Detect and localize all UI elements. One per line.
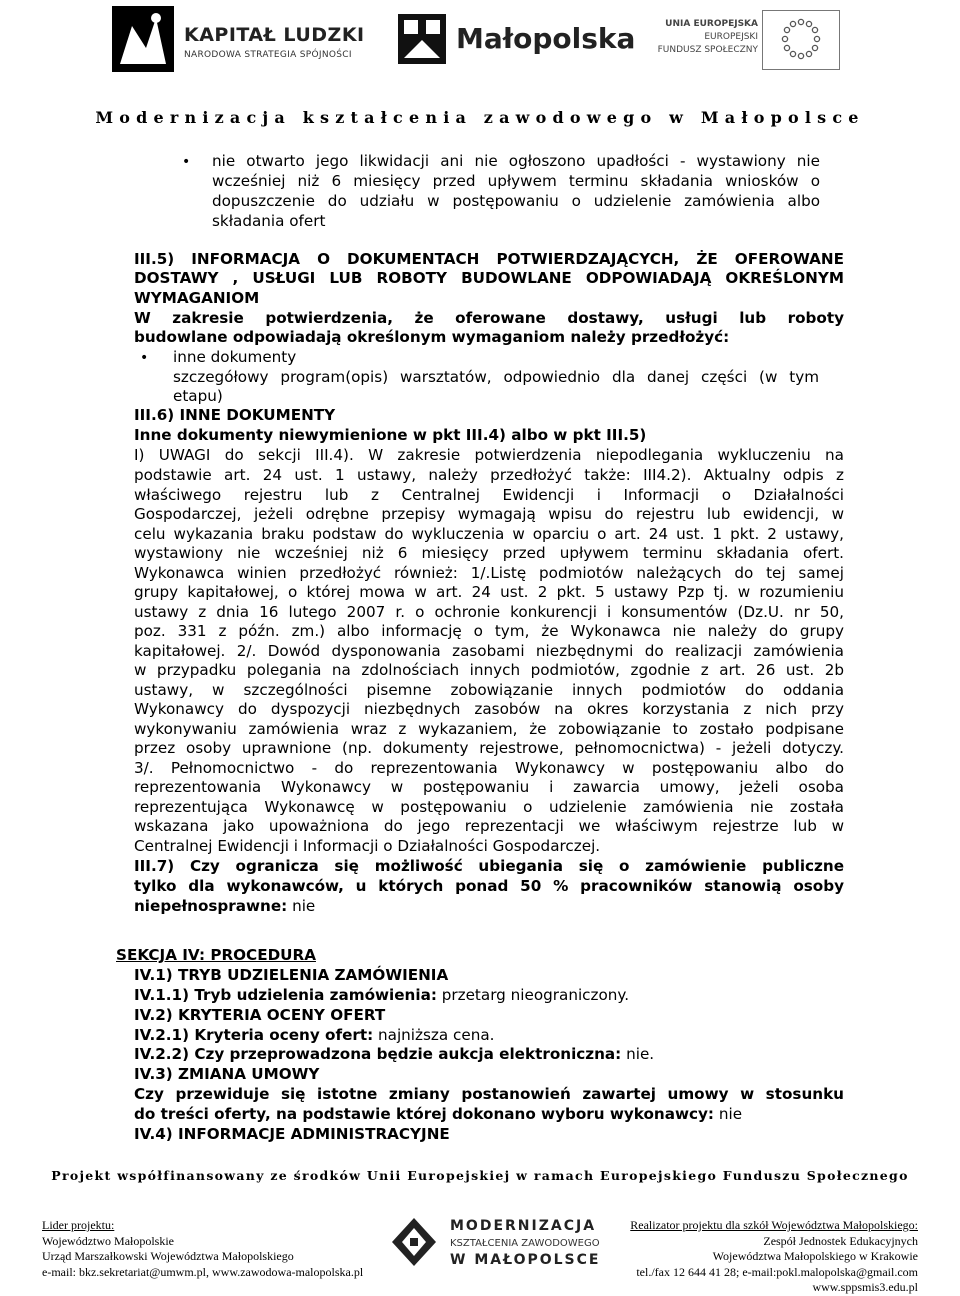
footer-left-line: Województwo Małopolskie [42,1233,175,1248]
bullet-icon: • [140,350,149,366]
kapital-ludzki-title: KAPITAŁ LUDZKI [184,24,365,46]
text-line: szczegółowy program(opis) warsztatów, odpowiednio dla danej części (w tym [173,368,819,386]
text-line: reprezentująca Wykonawcę w postępowaniu o udzielenie zamówienia nie została [134,798,844,816]
footer-left [42,1218,363,1280]
footer-left-label: Lider projektu: [42,1218,115,1232]
section-title: SEKCJA IV: PROCEDURA [116,946,316,964]
text-line: wskazana jako upoważniona do jego reprezentacji we właściwym rejestrze lub w [134,817,844,835]
footer-title: Projekt współfinansowany ze środków Unii Europejskiej w ramach Europejskiego Funduszu Społecznego [51,1168,909,1183]
modernizacja-line2: KSZTAŁCENIA ZAWODOWEGO [450,1238,600,1249]
bullet-icon: • [182,154,191,170]
text-line: Gospodarczej, jeżeli odrębne przepisy wymagają wpisu do rejestru lub ewidencji, w [134,505,844,523]
section-heading: IV.1) TRYB UDZIELENIA ZAMÓWIENIA [134,966,449,984]
text-line: budowlane odpowiadają określonym wymaganiom należy przedłożyć: [134,328,730,346]
modernizacja-logo [390,1212,601,1276]
malopolska-emblem-icon [398,14,446,64]
footer-right-line: Zespół Jednostek Edukacyjnych [763,1233,918,1248]
text-line: do treści oferty, na podstawie której dokonano wyboru wykonawcy: nie [134,1105,743,1123]
kapital-ludzki-subtitle: NARODOWA STRATEGIA SPÓJNOŚCI [184,50,352,60]
section-heading: IV.4) INFORMACJE ADMINISTRACYJNE [134,1125,450,1143]
footer-right [630,1218,918,1296]
modernizacja-line1: MODERNIZACJA [450,1218,597,1234]
text-line: wystawiony nie wcześniej niż 6 miesięcy przed upływem terminu składania ofert. [134,544,844,562]
eu-line2: EUROPEJSKI [704,32,758,42]
section-heading: niepełnosprawne: nie [134,897,316,915]
section-heading: III.5) INFORMACJA O DOKUMENTACH POTWIERDZAJĄCYCH, ŻE OFEROWANE [134,250,844,268]
text-line: IV.2.2) Czy przeprowadzona będzie aukcja elektroniczna: nie. [134,1045,655,1063]
text-line: nie otwarto jego likwidacji ani nie ogłoszono upadłości - wystawiony nie [212,152,820,170]
text-line: wykonywaniu zamówienia wraz z wykazaniem, że zobowiązanie to zostało podpisane [134,720,844,738]
text-line: reprezentowania Wykonawcy w postępowaniu i zawarcia umowy, jeżeli osoba [134,778,844,796]
text-line: Wykonawca winien przedłożyć również: 1/.Listę podmiotów należących do tej samej [134,564,844,582]
text-line: ustawy z dnia 16 lutego 2007 r. o ochronie konkurencji i konsumentów (Dz.U. nr 50, [134,603,844,621]
footer-right-label: Realizator projektu dla szkół Województwa Małopolskiego: [630,1218,918,1232]
modernizacja-emblem-icon [390,1216,438,1268]
list-item: inne dokumenty [173,348,297,366]
footer-right-contact: tel./fax 12 644 41 28; e-mail:pokl.malopolska@gmail.com [636,1264,918,1279]
eu-flag-icon [762,10,840,70]
text-line: przez osoby uprawnione (np. dokumenty rejestrowe, pełnomocnictwa) - jeżeli dotyczy. [134,739,844,757]
text-line: poz. 331 z późn. zm.) albo informację o tym, że Wykonawca nie należy do grupy [134,622,844,640]
text-line: w przypadku polegania na zdolnościach innych podmiotów, zgodnie z art. 26 ust. 2b [134,661,844,679]
section-heading: III.7) Czy ogranicza się możliwość ubiegania się o zamówienie publiczne [134,857,844,875]
text-line: dopuszczenie do udziału w postępowaniu o udzielenie zamówienia albo [212,192,820,210]
section-heading: IV.2) KRYTERIA OCENY OFERT [134,1006,386,1024]
text-line: ustawy, w szczególności pisemne zobowiązanie innych podmiotów do oddania [134,681,844,699]
section-heading: III.6) INNE DOKUMENTY [134,406,336,424]
modernizacja-line3: W MAŁOPOLSCE [450,1252,601,1268]
text-line: celu wykazania braku podstaw do wykluczenia w oparciu o art. 24 ust. 1 pkt. 2 ustawy, [134,525,844,543]
text-line: I) UWAGI do sekcji III.4). W zakresie potwierdzenia niepodlegania wykluczeniu na [134,446,844,464]
eu-line1: UNIA EUROPEJSKA [665,19,758,29]
answer-value: nie [287,897,316,915]
text-line: IV.1.1) Tryb udzielenia zamówienia: przetarg nieograniczony. [134,986,630,1004]
text-line: etapu) [173,387,223,405]
text-line: W zakresie potwierdzenia, że oferowane dostawy, usługi lub roboty [134,309,844,327]
footer-left-contact: e-mail: bkz.sekretariat@umwm.pl, www.zawodowa-malopolska.pl [42,1264,364,1279]
eu-logo [657,10,840,72]
text-line: Czy przewiduje się istotne zmiany postanowień zawartej umowy w stosunku [134,1085,844,1103]
eu-text [658,18,758,57]
text-line: wcześniej niż 6 miesięcy przed upływem terminu składania wniosków o [212,172,820,190]
text-line: kapitałowej. 2/. Dowód dysponowania zasobami niezbędnymi do realizacji zamówienia [134,642,844,660]
text-line: właściwego rejestru lub z Centralnej Ewidencji i Informacji o Działalności [134,486,844,504]
footer-right-website: www.sppsmis3.edu.pl [812,1280,918,1294]
text-line: Wykonawcy do dyspozycji niezbędnych zasobów na okres korzystania z nich przy [134,700,844,718]
kapital-ludzki-logo [112,6,365,72]
section-heading: WYMAGANIOM [134,289,260,307]
text-line: podstawie art. 24 ust. 1 ustawy, należy przedłożyć także: III4.2). Aktualny odpis z [134,466,844,484]
project-subtitle: Modernizacja kształcenia zawodowego w Małopolsce [95,108,865,127]
section-heading: IV.3) ZMIANA UMOWY [134,1065,320,1083]
footer-left-line: Urząd Marszałkowski Województwa Małopolskiego [42,1249,294,1263]
section-heading: DOSTAWY , USŁUGI LUB ROBOTY BUDOWLANE ODPOWIADAJĄ OKREŚLONYM [134,269,844,287]
malopolska-name: Małopolska [456,22,636,55]
text-line: 3/. Pełnomocnictwo - do reprezentowania Wykonawcy w postępowaniu albo do [134,759,844,777]
text-line: Inne dokumenty niewymienione w pkt III.4) albo w pkt III.5) [134,426,647,444]
text-line: IV.2.1) Kryteria oceny ofert: najniższa cena. [134,1026,495,1044]
footer-right-line: Województwa Małopolskiego w Krakowie [712,1249,918,1263]
text-line: Centralnej Ewidencji i Informacji o Działalności Gospodarczej. [134,837,601,855]
malopolska-logo [398,14,636,64]
kapital-ludzki-emblem-icon [112,6,174,72]
text-line: grupy kapitałowej, o której mowa w art. 24 ust. 2 pkt. 5 ustawy Pzp tj. w rozumieniu [134,583,844,601]
eu-line3: FUNDUSZ SPOŁECZNY [657,45,758,55]
section-heading: tylko dla wykonawców, u których ponad 50 % pracowników stanowią osoby [134,877,844,895]
text-line: składania ofert [212,212,326,230]
